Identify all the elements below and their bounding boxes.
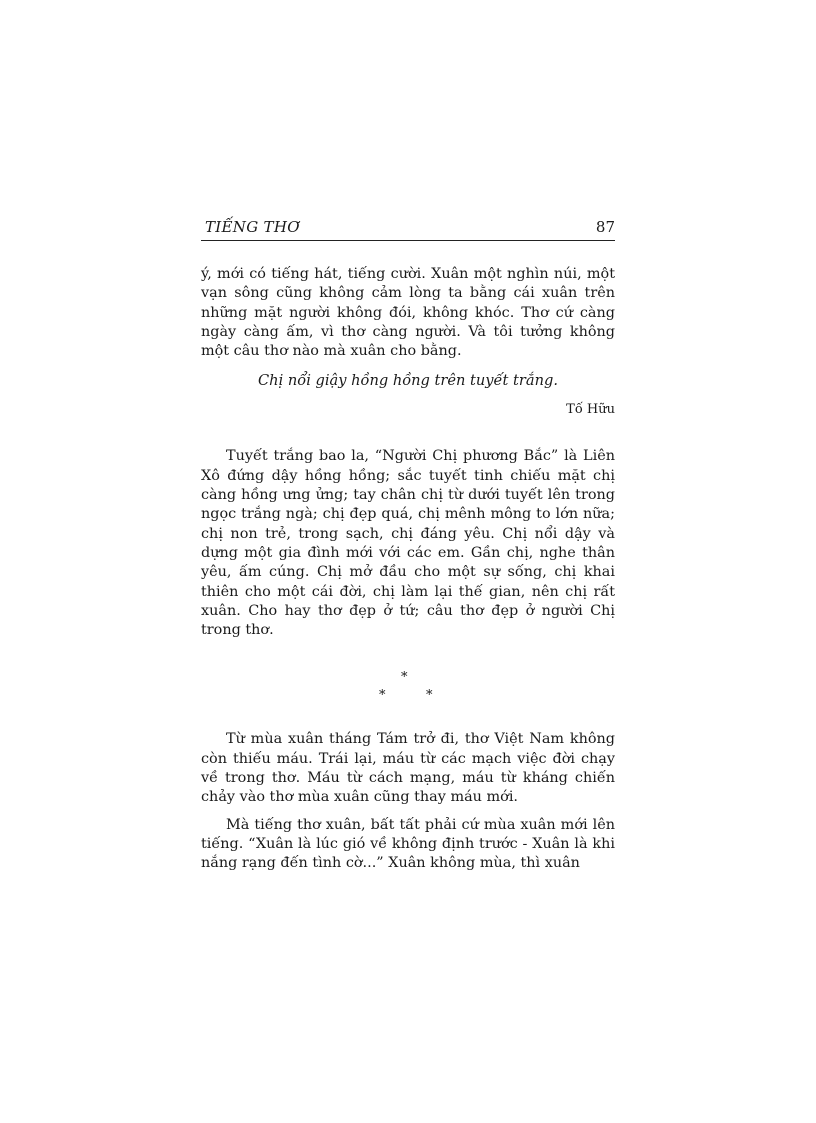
paragraph: Tuyết trắng bao la, “Người Chị phương Bắc” là Liên Xô đứng dậy hồng hồng; sắc tuyết tinh chiếu mặt chị càng hồng ưng ửng; tay chân chị từ dưới tuyết lên trong ngọc trắng ngà; chị đẹp quá, chị mênh mông to lớn nữa; chị non trẻ, trong sạch, chị đáng yêu. Chị nổi dậy và dựng một gia đình mới với các em. Gần chị, nghe thân yêu, ấm cúng. Chị mở đầu cho một sự sống, chị khai thiên cho một cái đời, chị làm lại thế gian, nên chị rất xuân. Cho hay thơ đẹp ở tứ; câu thơ đẹp ở người Chị trong thơ. — [201, 448, 615, 639]
chapter-title: TIẾNG THƠ — [205, 218, 300, 236]
book-page — [201, 214, 615, 874]
poem-quote: Chị nổi giậy hồng hồng trên tuyết trắng. — [258, 372, 558, 390]
running-header — [201, 214, 615, 241]
poem-author: Tố Hữu — [566, 402, 615, 418]
paragraph: Mà tiếng thơ xuân, bất tất phải cứ mùa xuân mới lên tiếng. “Xuân là lúc gió về không định trước - Xuân là khi nắng rạng đến tình cờ...” Xuân không mùa, thì xuân — [201, 816, 615, 872]
paragraph: Từ mùa xuân tháng Tám trở đi, thơ Việt Nam không còn thiếu máu. Trái lại, máu từ các mạch việc đời chạy về trong thơ. Máu từ cách mạng, máu từ kháng chiến chảy vào thơ mùa xuân cũng thay máu mới. — [201, 731, 615, 806]
section-separator — [201, 661, 615, 704]
asterisk-ornament: * — [379, 688, 386, 704]
asterisk-ornament: * — [401, 670, 408, 686]
page-number: 87 — [595, 218, 615, 236]
paragraph-continued: ý, mới có tiếng hát, tiếng cười. Xuân một nghìn núi, một vạn sông cũng không cảm lòng ta bằng cái xuân trên những mặt người không đói, không khóc. Thơ cứ càng ngày càng ấm, vì thơ càng người. Và tôi tưởng không một câu thơ nào mà xuân cho bằng. — [201, 266, 615, 360]
asterisk-ornament: * — [426, 688, 433, 704]
